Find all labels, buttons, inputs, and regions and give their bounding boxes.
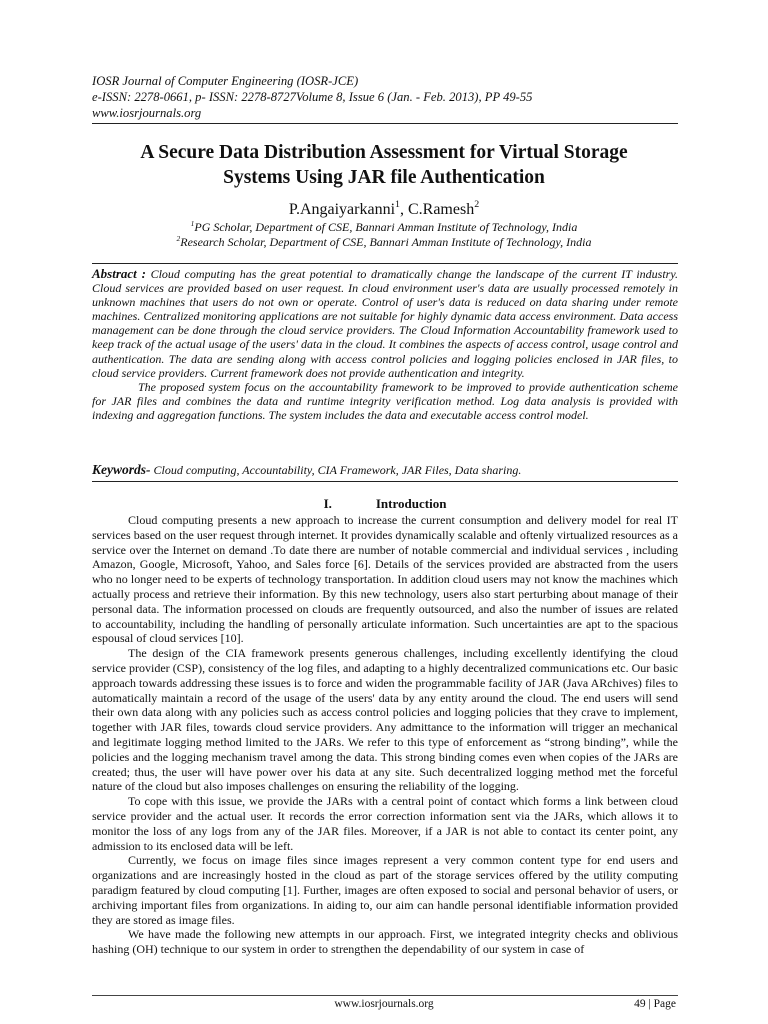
keywords <box>92 462 678 478</box>
header-rule <box>92 123 678 124</box>
affiliations <box>60 220 708 250</box>
body-text <box>92 513 678 957</box>
journal-header <box>92 73 692 121</box>
body-paragraph-5: We have made the following new attempts in our approach. First, we integrated integrity checks and oblivious hashing (OH) technique to our system in order to strengthen the dependability of our system in case of <box>92 927 678 957</box>
author-1-sup: 1 <box>395 199 400 211</box>
authors <box>60 200 708 220</box>
keywords-text: Cloud computing, Accountability, CIA Framework, JAR Files, Data sharing. <box>150 463 522 477</box>
affiliation-1-sup: 1 <box>190 218 195 228</box>
abstract-paragraph-2: The proposed system focus on the accountability framework to be improved to provide authentication scheme for JAR files and combines the data and runtime integrity verification method. Log data analysis is provided with indexing and aggregation functions. The system includes the data and executable access control model. <box>92 379 678 422</box>
issn-line: e-ISSN: 2278-0661, p- ISSN: 2278-8727Volume 8, Issue 6 (Jan. - Feb. 2013), PP 49-55 <box>92 90 533 104</box>
keywords-label: Keywords- <box>92 462 151 477</box>
body-paragraph-2: The design of the CIA framework presents generous challenges, including excellently identifying the cloud service provider (CSP), consistency of the log files, and adapting to a highly decentralized communications etc. Our basic approach towards addressing these issues is to force and widen the programmable facility of JAR (Java ARchives) files to automatically maintain a record of the usage of the users' data by any entity around the cloud. The end users will send their own data along with any policies such as access control policies and logging policies that they crave to implement, together with JAR files, towards cloud service providers. Any admittance to the information will trigger an mechanical and legitimate logging method limited to the JARs. We refer to this type of enforcement as “strong binding”, while the policies and the logging mechanism travel among the data. This strong binding comes even when copies of the JARs are created; thus, the user will have power over his data at any site. Such decentralized logging method met the forceful nature of the cloud but also imposes challenges on ensuring the reliability of the logging. <box>92 646 678 794</box>
journal-name: IOSR Journal of Computer Engineering (IOSR-JCE) <box>92 74 359 88</box>
title-line-1: A Secure Data Distribution Assessment for Virtual Storage <box>140 142 628 163</box>
affiliation-1 <box>60 220 708 235</box>
title-line-2: Systems Using JAR file Authentication <box>223 167 545 188</box>
footer-rule <box>92 995 678 996</box>
section-title: Introduction <box>375 496 447 511</box>
body-paragraph-1: Cloud computing presents a new approach to increase the current consumption and delivery model for real IT services based on the user request through internet. It provides dynamically scalable and oftenly virtualized resources as a service over the Internet on demand .To date there are number of notable commercial and individual services , including Amazon, Google, Microsoft, Yahoo, and Sales force [6]. Details of the services provided are abstracted from the users who no longer need to be experts of technology transportation. In addition cloud users may not know the machines which actually process and retrieve their information. By this new technology, users also start perturbing about manage of their personal data. The information processed on clouds are frequently outsourced, and also the number of issues are related to accountability, including the handling of personally articulate information. Such uncertainties are apt to the spacious espousal of cloud services [10]. <box>92 513 678 646</box>
abstract-label: Abstract : <box>92 266 146 281</box>
footer-page-number: 49 | Page <box>634 998 676 1010</box>
keywords-rule <box>92 481 678 482</box>
abstract-text-1: Cloud computing has the great potential to dramatically change the landscape of the current IT industry. Cloud services are provided based on user request. In cloud environment user's data are usually processed remotely in unknown machines that users do not own or operate. Control of user's data is reduced on data sharing under remote machines. Centralized monitoring applications are not suitable for highly dynamic data access environment. Data access management can be done through the cloud service providers. The Cloud Information Accountability framework used to keep track of the actual usage of the users' data in the cloud. It combines the aspects of access control, usage control and authentication. The data are sending along with access control policies and logging policies enclosed in JAR files, to cloud service providers. Current framework does not provide authentication and integrity. <box>92 267 679 380</box>
body-paragraph-3: To cope with this issue, we provide the JARs with a central point of contact which forms a link between cloud service provider and the actual user. It records the error correction information sent via the JARs, which allows it to monitor the loss of any logs from any of the JAR files. Moreover, if a JAR is not able to contact its center point, any admission to its enclosed data will be left. <box>92 794 678 853</box>
author-1: P.Angaiyarkanni <box>288 201 396 218</box>
section-number: I. <box>323 496 332 511</box>
abstract-paragraph-1 <box>92 267 678 380</box>
body-paragraph-4: Currently, we focus on image files since images represent a very common content type for end users and organizations and are increasingly hosted in the cloud as part of the storage services offered by the utility computing paradigm featured by cloud computing [1]. Further, images are often exposed to social and personal behavior of users, or archiving important files from organizations. In aiding to, our aim can handle personal identifiable information provided they are stored as image files. <box>92 853 678 927</box>
author-2-sup: 2 <box>474 199 480 211</box>
journal-website: www.iosrjournals.org <box>92 106 202 120</box>
abstract-rule <box>92 263 678 264</box>
affiliation-2-sup: 2 <box>176 233 181 243</box>
affiliation-1-text: PG Scholar, Department of CSE, Bannari Amman Institute of Technology, India <box>194 220 578 234</box>
affiliation-2-text: Research Scholar, Department of CSE, Bannari Amman Institute of Technology, India <box>180 235 592 249</box>
paper-title <box>60 140 708 190</box>
author-2: C.Ramesh <box>407 201 475 218</box>
section-heading <box>92 496 678 512</box>
affiliation-2 <box>60 235 708 250</box>
footer-url: www.iosrjournals.org <box>334 998 434 1010</box>
author-separator: , <box>399 201 408 218</box>
abstract <box>92 267 678 422</box>
